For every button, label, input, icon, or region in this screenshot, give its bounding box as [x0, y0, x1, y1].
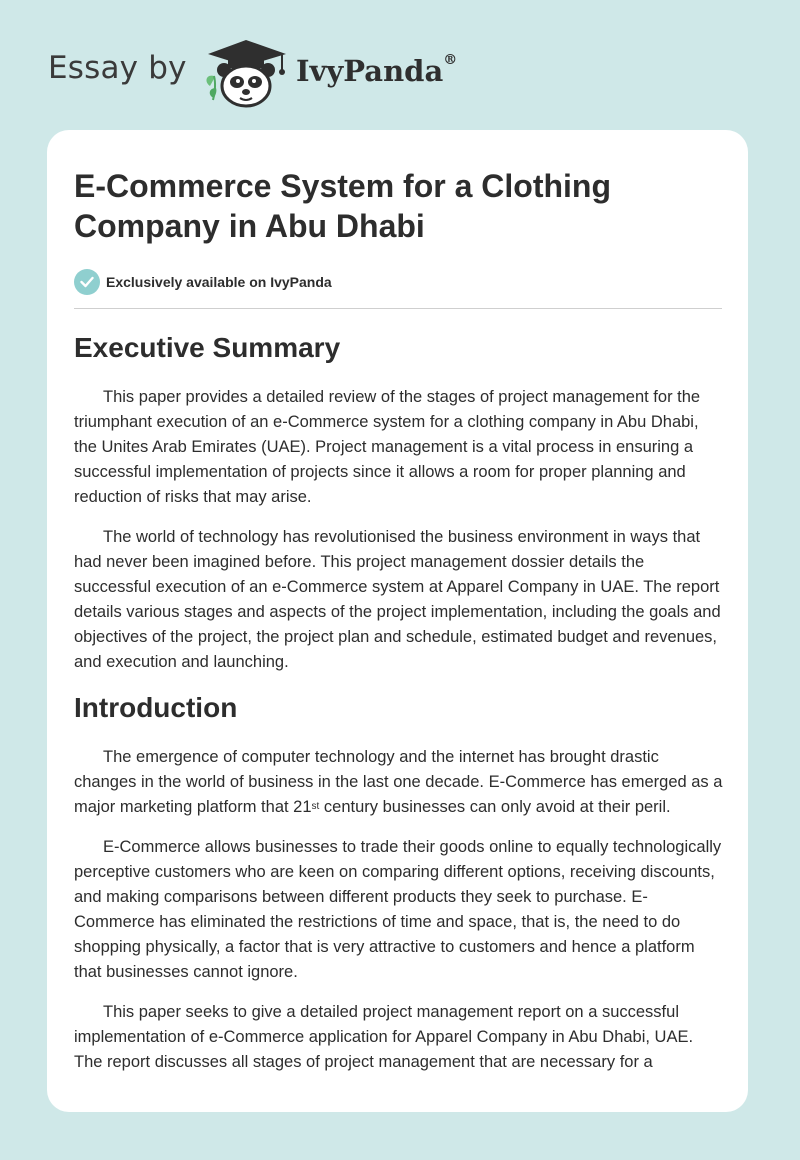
- paragraph-text: century businesses can only avoid at their peril.: [319, 798, 671, 816]
- paragraph: E-Commerce allows businesses to trade their goods online to equally technologically perceptive customers who are keen on comparing different options, receiving discounts, and making comparisons between different products they seek to purchase. E-Commerce has eliminated the restrictions of time and space, that is, the need to do shopping physically, a factor that is very attractive to customers and hence a platform that businesses cannot ignore.: [74, 838, 722, 981]
- section-heading-executive-summary: Executive Summary: [74, 332, 341, 363]
- exclusive-badge: [74, 268, 724, 296]
- essay-card: [47, 130, 748, 1112]
- essay-title: [74, 166, 724, 246]
- paragraph: This paper seeks to give a detailed project management report on a successful implementation of e-Commerce application for Apparel Company in Abu Dhabi, UAE. The report discusses all stages of project management that are necessary for a: [74, 1003, 694, 1071]
- brand-text: IvyPanda: [296, 54, 444, 88]
- title-divider: [74, 308, 722, 309]
- section-heading-introduction: Introduction: [74, 692, 238, 723]
- paragraph: The world of technology has revolutionised the business environment in ways that had never been imagined before. This project management dossier details the successful execution of an e-Commerce system at Apparel Company in UAE. The report details various stages and aspects of the project implementation, including the goals and objectives of the project, the project plan and schedule, estimated budget and revenues, and execution and launching.: [74, 528, 721, 671]
- paragraph-text: The emergence of computer technology and the internet has brought drastic changes in the world of business in the last one decade. E-Commerce has emerged as a major marketing platform that 21: [74, 748, 723, 816]
- exclusive-badge-text: Exclusively available on IvyPanda: [106, 274, 332, 290]
- essay-by-label: Essay by: [48, 50, 187, 86]
- paragraph: This paper provides a detailed review of the stages of project management for the triumphant execution of an e-Commerce system for a clothing company in Abu Dhabi, the Unites Arab Emirates (UAE). Project management is a vital process in ensuring a successful implementation of projects since it allows a room for proper planning and reduction of risks that may arise.: [74, 388, 701, 506]
- essay-content: [74, 166, 724, 1075]
- ivypanda-logo-icon[interactable]: [200, 36, 292, 108]
- essay-title-line-1: E-Commerce System for a Clothing: [74, 168, 611, 204]
- ordinal-suffix: st: [311, 801, 320, 812]
- brand-name[interactable]: [296, 54, 457, 88]
- check-circle-icon: [74, 269, 100, 295]
- essay-title-line-2: Company in Abu Dhabi: [74, 208, 425, 244]
- site-header: [0, 0, 800, 130]
- paragraph: [74, 745, 724, 820]
- registered-mark: ®: [443, 52, 458, 68]
